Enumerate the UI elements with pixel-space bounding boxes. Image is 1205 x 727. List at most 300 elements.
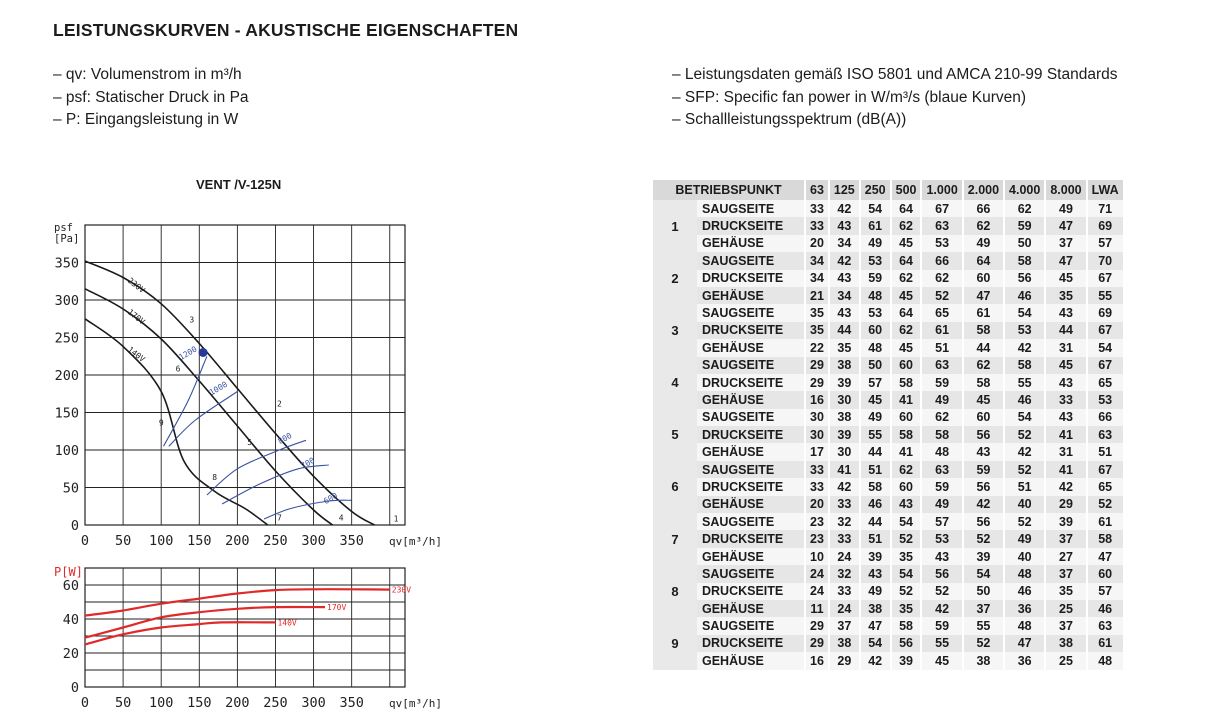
operating-point-id: 9: [653, 617, 697, 669]
table-cell: 37: [1045, 617, 1086, 634]
chart-title: VENT /V-125N: [196, 177, 282, 192]
table-cell: 51: [1087, 443, 1123, 460]
chart2-x-tick-label: 100: [148, 695, 174, 711]
table-cell: 50: [963, 583, 1004, 600]
table-cell: 25: [1045, 652, 1086, 669]
chart2-y-tick-label: 0: [70, 680, 79, 696]
table-cell: 55: [860, 426, 891, 443]
chart1-x-tick-label: 0: [80, 533, 90, 549]
table-cell: 52: [1004, 461, 1045, 478]
operating-point-id: 3: [653, 304, 697, 356]
operating-point-id: 1: [653, 200, 697, 252]
table-cell: 41: [891, 391, 922, 408]
table-cell: 48: [1087, 652, 1123, 669]
table-cell: 46: [1004, 287, 1045, 304]
table-cell: 49: [860, 409, 891, 426]
table-cell: 43: [963, 443, 1004, 460]
table-cell: 46: [860, 496, 891, 513]
table-cell: 29: [829, 652, 860, 669]
chart1-point-label: 8: [212, 473, 218, 482]
table-cell: 34: [829, 287, 860, 304]
table-cell: 53: [1004, 322, 1045, 339]
table-header-7: 4.000: [1004, 180, 1045, 200]
table-cell: 44: [1045, 322, 1086, 339]
table-cell: 64: [891, 304, 922, 321]
table-cell: 42: [1004, 443, 1045, 460]
table-cell: 58: [963, 322, 1004, 339]
table-cell: 25: [1045, 600, 1086, 617]
chart2-y-tick-label: 20: [62, 646, 79, 662]
chart1-series-label: 800: [276, 430, 294, 446]
chart2-x-tick-label: 200: [225, 695, 250, 711]
table-cell: 33: [829, 530, 860, 547]
table-cell: 45: [1045, 270, 1086, 287]
table-cell: 59: [921, 478, 962, 495]
table-cell: 56: [963, 478, 1004, 495]
measurement-location: DRUCKSEITE: [697, 478, 805, 495]
table-cell: 51: [1004, 478, 1045, 495]
note-p: – P: Eingangsleistung in W: [53, 111, 239, 128]
table-cell: 52: [891, 583, 922, 600]
table-cell: 42: [1045, 478, 1086, 495]
table-cell: 52: [921, 583, 962, 600]
table-cell: 42: [1004, 339, 1045, 356]
table-header-4: 500: [891, 180, 922, 200]
table-cell: 63: [921, 217, 962, 234]
table-cell: 31: [1045, 443, 1086, 460]
table-cell: 49: [1045, 200, 1086, 217]
table-cell: 53: [921, 235, 962, 252]
table-header-row: [653, 180, 1123, 200]
operating-point-id: 8: [653, 565, 697, 617]
table-cell: 42: [829, 252, 860, 269]
table-cell: 42: [829, 478, 860, 495]
table-cell: 62: [891, 270, 922, 287]
measurement-location: DRUCKSEITE: [697, 270, 805, 287]
table-row: [653, 200, 1123, 217]
table-cell: 62: [963, 217, 1004, 234]
table-cell: 70: [1087, 252, 1123, 269]
table-cell: 21: [805, 287, 829, 304]
measurement-location: GEHÄUSE: [697, 600, 805, 617]
table-cell: 49: [921, 496, 962, 513]
chart2-series-label: 230V: [391, 585, 412, 595]
table-cell: 49: [860, 235, 891, 252]
measurement-location: SAUGSEITE: [697, 513, 805, 530]
note-standards: – Leistungsdaten gemäß ISO 5801 und AMCA 210-99 Standards: [672, 66, 1118, 83]
table-cell: 45: [891, 235, 922, 252]
table-cell: 46: [1004, 391, 1045, 408]
table-row: [653, 496, 1123, 513]
table-cell: 51: [860, 461, 891, 478]
table-cell: 59: [921, 617, 962, 634]
chart1-series-label: 600: [322, 490, 340, 506]
operating-point-id: 7: [653, 513, 697, 565]
chart1-x-axis-label: qv[m³/h]: [389, 535, 442, 548]
chart1-y-tick-label: 250: [54, 330, 79, 347]
table-row: [653, 426, 1123, 443]
chart2-series-label: 170V: [327, 603, 347, 613]
table-cell: 39: [860, 548, 891, 565]
table-cell: 37: [1045, 530, 1086, 547]
table-cell: 24: [805, 565, 829, 582]
measurement-location: GEHÄUSE: [697, 496, 805, 513]
table-cell: 62: [921, 409, 962, 426]
notes-right: [672, 64, 1118, 132]
chart1-series-1200: [164, 356, 207, 446]
acoustic-table: [653, 180, 1123, 670]
table-cell: 44: [829, 322, 860, 339]
table-cell: 64: [891, 200, 922, 217]
table-cell: 49: [1004, 530, 1045, 547]
table-cell: 63: [1087, 426, 1123, 443]
chart1-point-label: 9: [158, 418, 164, 428]
table-cell: 58: [891, 617, 922, 634]
table-cell: 45: [891, 339, 922, 356]
table-cell: 52: [891, 530, 922, 547]
table-cell: 39: [829, 426, 860, 443]
table-cell: 44: [860, 513, 891, 530]
table-cell: 58: [1087, 530, 1123, 547]
table-cell: 59: [963, 461, 1004, 478]
table-cell: 36: [1004, 652, 1045, 669]
table-row: [653, 635, 1123, 652]
table-cell: 43: [891, 496, 922, 513]
page-title: LEISTUNGSKURVEN - AKUSTISCHE EIGENSCHAFTEN: [53, 20, 519, 40]
table-cell: 54: [1087, 339, 1123, 356]
table-cell: 53: [1087, 391, 1123, 408]
table-cell: 20: [805, 496, 829, 513]
table-cell: 54: [1004, 409, 1045, 426]
table-cell: 48: [860, 339, 891, 356]
table-cell: 62: [963, 357, 1004, 374]
table-cell: 32: [829, 565, 860, 582]
table-cell: 60: [1087, 565, 1123, 582]
note-qv: – qv: Volumenstrom in m³/h: [53, 66, 242, 83]
table-cell: 59: [860, 270, 891, 287]
table-cell: 58: [891, 374, 922, 391]
table-cell: 62: [891, 461, 922, 478]
table-cell: 61: [1087, 635, 1123, 652]
table-row: [653, 391, 1123, 408]
chart1-y-tick-label: 300: [54, 293, 79, 309]
chart2-x-axis-label: qv[m³/h]: [389, 697, 442, 710]
table-cell: 41: [891, 443, 922, 460]
chart1-point-label: 4: [338, 513, 344, 523]
table-cell: 45: [921, 652, 962, 669]
table-cell: 64: [891, 252, 922, 269]
table-cell: 37: [829, 617, 860, 634]
table-cell: 56: [963, 513, 1004, 530]
chart2-x-tick-label: 300: [301, 695, 326, 711]
table-cell: 60: [891, 409, 922, 426]
chart1-point-label: 1: [393, 514, 399, 524]
table-cell: 43: [829, 270, 860, 287]
table-cell: 67: [1087, 322, 1123, 339]
measurement-location: SAUGSEITE: [697, 200, 805, 217]
measurement-location: GEHÄUSE: [697, 235, 805, 252]
table-cell: 29: [805, 617, 829, 634]
table-header-3: 250: [860, 180, 891, 200]
chart1-series-170V: [85, 289, 333, 525]
table-cell: 41: [829, 461, 860, 478]
table-cell: 33: [805, 461, 829, 478]
table-cell: 46: [1004, 583, 1045, 600]
table-cell: 39: [829, 374, 860, 391]
table-row: [653, 443, 1123, 460]
table-cell: 58: [963, 374, 1004, 391]
measurement-location: DRUCKSEITE: [697, 426, 805, 443]
chart2-x-tick-label: 350: [339, 695, 364, 711]
table-header-0: BETRIEBSPUNKT: [653, 180, 805, 200]
table-cell: 17: [805, 443, 829, 460]
table-row: [653, 617, 1123, 634]
table-row: [653, 322, 1123, 339]
table-cell: 29: [805, 357, 829, 374]
table-cell: 23: [805, 513, 829, 530]
chart2-x-tick-label: 0: [80, 695, 90, 711]
table-cell: 69: [1087, 304, 1123, 321]
table-cell: 48: [860, 287, 891, 304]
operating-point-id: 2: [653, 252, 697, 304]
chart1-y-tick-label: 50: [62, 480, 79, 497]
table-cell: 67: [921, 200, 962, 217]
table-cell: 71: [1087, 200, 1123, 217]
chart2-x-tick-label: 150: [187, 695, 212, 711]
chart2-x-tick-label: 50: [114, 695, 132, 711]
table-cell: 51: [860, 530, 891, 547]
chart1-series-label: 1200: [177, 344, 199, 362]
table-row: [653, 374, 1123, 391]
table-cell: 58: [891, 426, 922, 443]
table-cell: 57: [1087, 583, 1123, 600]
table-cell: 43: [829, 217, 860, 234]
table-row: [653, 409, 1123, 426]
table-cell: 48: [1004, 565, 1045, 582]
measurement-location: GEHÄUSE: [697, 339, 805, 356]
table-cell: 62: [1004, 200, 1045, 217]
chart1-y-tick-label: 100: [54, 443, 79, 459]
table-cell: 44: [860, 443, 891, 460]
table-cell: 55: [1004, 374, 1045, 391]
chart1-series-label: 1000: [207, 379, 230, 398]
measurement-location: DRUCKSEITE: [697, 530, 805, 547]
table-cell: 10: [805, 548, 829, 565]
table-cell: 44: [963, 339, 1004, 356]
table-cell: 55: [963, 617, 1004, 634]
table-cell: 30: [829, 391, 860, 408]
table-header-9: LWA: [1087, 180, 1123, 200]
measurement-location: SAUGSEITE: [697, 617, 805, 634]
table-cell: 60: [963, 270, 1004, 287]
table-cell: 52: [1004, 426, 1045, 443]
table-cell: 50: [1004, 235, 1045, 252]
chart2-y-axis-label: P[W]: [54, 565, 83, 579]
table-cell: 30: [829, 443, 860, 460]
table-cell: 54: [963, 565, 1004, 582]
table-cell: 66: [1087, 409, 1123, 426]
table-cell: 61: [1087, 513, 1123, 530]
table-cell: 48: [921, 443, 962, 460]
measurement-location: DRUCKSEITE: [697, 217, 805, 234]
chart1-series-label: 170V: [125, 307, 147, 327]
table-cell: 47: [860, 617, 891, 634]
table-cell: 67: [1087, 270, 1123, 287]
table-cell: 58: [860, 478, 891, 495]
table-cell: 60: [963, 409, 1004, 426]
table-cell: 63: [921, 357, 962, 374]
measurement-location: DRUCKSEITE: [697, 635, 805, 652]
table-cell: 41: [1045, 426, 1086, 443]
measurement-location: SAUGSEITE: [697, 304, 805, 321]
table-cell: 16: [805, 652, 829, 669]
chart1-y-tick-label: 150: [54, 405, 79, 422]
table-cell: 66: [963, 200, 1004, 217]
table-cell: 58: [1004, 252, 1045, 269]
table-cell: 35: [829, 339, 860, 356]
table-cell: 37: [963, 600, 1004, 617]
table-cell: 38: [1045, 635, 1086, 652]
table-cell: 33: [829, 583, 860, 600]
table-cell: 38: [829, 409, 860, 426]
table-row: [653, 461, 1123, 478]
table-cell: 47: [1045, 217, 1086, 234]
table-cell: 56: [1004, 270, 1045, 287]
measurement-location: SAUGSEITE: [697, 565, 805, 582]
table-cell: 45: [963, 391, 1004, 408]
table-cell: 63: [921, 461, 962, 478]
table-cell: 60: [891, 478, 922, 495]
table-cell: 54: [891, 565, 922, 582]
table-cell: 56: [963, 426, 1004, 443]
table-cell: 29: [805, 635, 829, 652]
measurement-location: SAUGSEITE: [697, 409, 805, 426]
table-cell: 54: [1004, 304, 1045, 321]
table-cell: 46: [1087, 600, 1123, 617]
chart1-x-tick-label: 200: [225, 533, 250, 549]
table-header-8: 8.000: [1045, 180, 1086, 200]
table-cell: 65: [1087, 478, 1123, 495]
measurement-location: SAUGSEITE: [697, 252, 805, 269]
table-cell: 31: [1045, 339, 1086, 356]
table-cell: 55: [921, 635, 962, 652]
table-cell: 56: [891, 635, 922, 652]
table-cell: 62: [891, 217, 922, 234]
chart2-y-tick-label: 60: [62, 578, 79, 594]
table-cell: 59: [1004, 217, 1045, 234]
table-cell: 50: [860, 357, 891, 374]
table-cell: 61: [921, 322, 962, 339]
table-cell: 47: [1087, 548, 1123, 565]
table-cell: 30: [805, 426, 829, 443]
chart2-y-tick-label: 40: [62, 612, 79, 628]
table-cell: 24: [829, 548, 860, 565]
operating-point-id: 5: [653, 409, 697, 461]
chart1-series-label: 700: [299, 455, 317, 471]
table-cell: 61: [860, 217, 891, 234]
table-cell: 37: [1045, 565, 1086, 582]
table-cell: 52: [921, 287, 962, 304]
table-cell: 42: [963, 496, 1004, 513]
table-cell: 52: [1004, 513, 1045, 530]
table-cell: 43: [829, 304, 860, 321]
chart1-x-tick-label: 100: [148, 533, 174, 549]
chart1-x-tick-label: 300: [301, 533, 326, 549]
measurement-location: GEHÄUSE: [697, 287, 805, 304]
table-cell: 43: [1045, 374, 1086, 391]
chart1-operating-point: [199, 348, 208, 357]
chart2-series-label: 140V: [277, 618, 297, 628]
table-cell: 29: [805, 374, 829, 391]
table-cell: 33: [805, 478, 829, 495]
table-cell: 39: [963, 548, 1004, 565]
chart1-y-tick-label: 0: [70, 518, 79, 534]
table-cell: 38: [829, 357, 860, 374]
table-cell: 48: [1004, 617, 1045, 634]
table-cell: 35: [1045, 583, 1086, 600]
table-cell: 67: [1087, 461, 1123, 478]
table-cell: 34: [829, 235, 860, 252]
table-row: [653, 304, 1123, 321]
table-row: [653, 583, 1123, 600]
table-cell: 43: [921, 548, 962, 565]
table-row: [653, 252, 1123, 269]
table-cell: 34: [805, 252, 829, 269]
table-cell: 62: [891, 322, 922, 339]
table-cell: 29: [1045, 496, 1086, 513]
table-cell: 40: [1004, 548, 1045, 565]
table-row: [653, 565, 1123, 582]
table-cell: 47: [1004, 635, 1045, 652]
table-cell: 65: [921, 304, 962, 321]
table-header-6: 2.000: [963, 180, 1004, 200]
chart1-series-label: 230V: [125, 275, 147, 295]
table-cell: 53: [921, 530, 962, 547]
chart1-x-tick-label: 350: [339, 533, 364, 549]
chart1-point-label: 7: [277, 513, 282, 523]
table-cell: 61: [963, 304, 1004, 321]
table-row: [653, 652, 1123, 669]
table-row: [653, 600, 1123, 617]
table-cell: 47: [963, 287, 1004, 304]
chart1-x-tick-label: 150: [187, 533, 212, 549]
table-cell: 33: [805, 217, 829, 234]
measurement-location: GEHÄUSE: [697, 652, 805, 669]
table-header-5: 1.000: [921, 180, 962, 200]
table-cell: 49: [860, 583, 891, 600]
table-cell: 60: [891, 357, 922, 374]
operating-point-id: 6: [653, 461, 697, 513]
table-cell: 16: [805, 391, 829, 408]
table-cell: 67: [1087, 357, 1123, 374]
table-cell: 65: [1087, 374, 1123, 391]
table-row: [653, 478, 1123, 495]
chart1-y-tick-label: 350: [54, 255, 79, 272]
table-cell: 57: [860, 374, 891, 391]
operating-point-id: 4: [653, 357, 697, 409]
table-cell: 49: [963, 235, 1004, 252]
table-cell: 39: [891, 652, 922, 669]
table-cell: 24: [829, 600, 860, 617]
table-cell: 39: [1045, 513, 1086, 530]
table-cell: 32: [829, 513, 860, 530]
table-cell: 42: [921, 600, 962, 617]
table-cell: 45: [1045, 357, 1086, 374]
table-cell: 56: [921, 565, 962, 582]
table-cell: 52: [963, 635, 1004, 652]
table-cell: 47: [1045, 252, 1086, 269]
table-cell: 40: [1004, 496, 1045, 513]
